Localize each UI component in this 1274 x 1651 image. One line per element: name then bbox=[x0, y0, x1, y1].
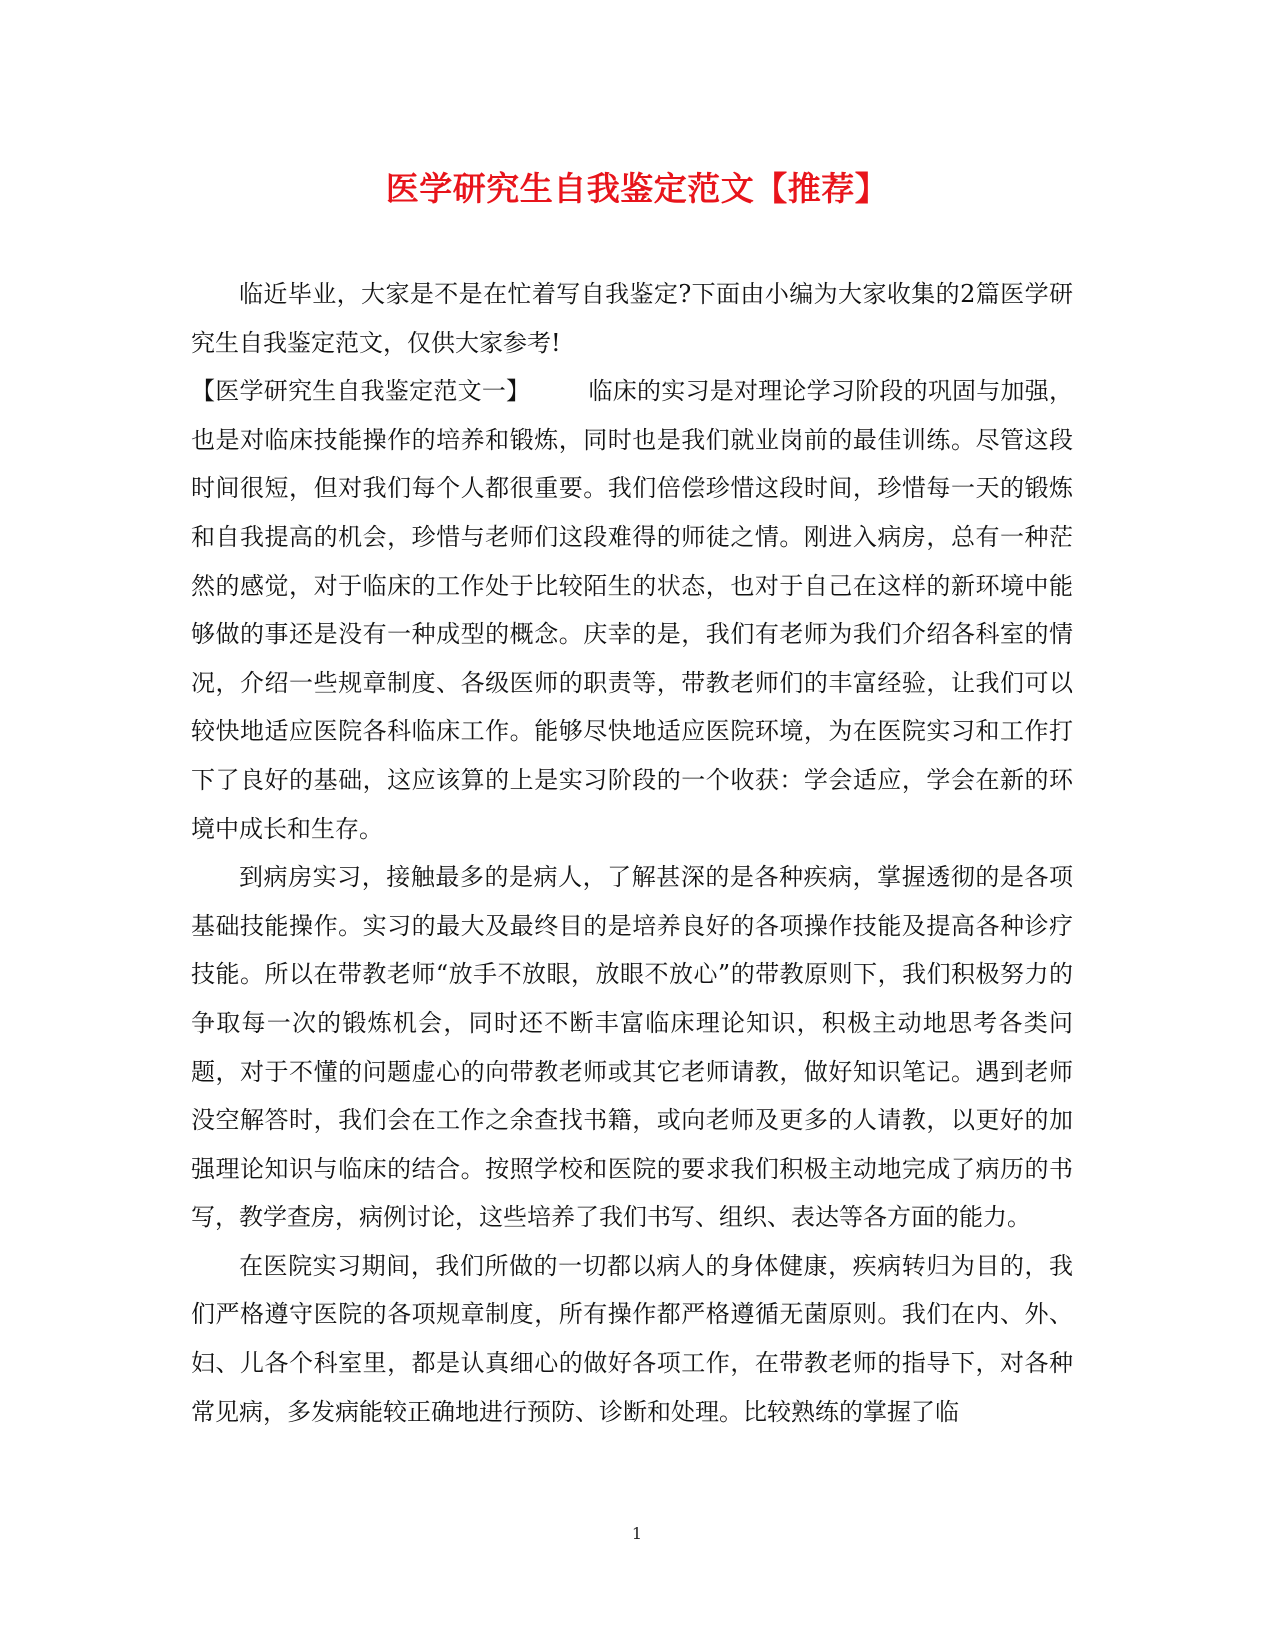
document-title: 医学研究生自我鉴定范文【推荐】 bbox=[385, 169, 889, 208]
paragraph-two: 到病房实习，接触最多的是病人，了解甚深的是各种疾病，掌握透彻的是各项基础技能操作。实习的最大及最终目的是培养良好的各项操作技能及提高各种诊疗技能。所以在带教老师“放手不放眼，放眼不放心”的带教原则下，我们积极努力的争取每一次的锻炼机会，同时还不断丰富临床理论知识，积极主动地思考各类问题，对于不懂的问题虚心的向带教老师或其它老师请教，做好知识笔记。遇到老师没空解答时，我们会在工作之余查找书籍，或向老师及更多的人请教，以更好的加强理论知识与临床的结合。按照学校和医院的要求我们积极主动地完成了病历的书写，教学查房，病例讨论，这些培养了我们书写、组织、表达等各方面的能力。 bbox=[191, 863, 1073, 1232]
paragraph-three: 在医院实习期间，我们所做的一切都以病人的身体健康，疾病转归为目的，我们严格遵守医院的各项规章制度，所有操作都严格遵循无菌原则。我们在内、外、妇、儿各个科室里，都是认真细心的做好各项工作，在带教老师的指导下，对各种常见病，多发病能较正确地进行预防、诊断和处理。比较熟练的掌握了临 bbox=[191, 1251, 1073, 1426]
section-one-text: 临床的实习是对理论学习阶段的巩固与加强，也是对临床技能操作的培养和锻炼，同时也是我们就业岗前的最佳训练。尽管这段时间很短，但对我们每个人都很重要。我们倍偿珍惜这段时间，珍惜每一天的锻炼和自我提高的机会，珍惜与老师们这段难得的师徒之情。刚进入病房，总有一种茫然的感觉，对于临床的工作处于比较陌生的状态，也对于自己在这样的新环境中能够做的事还是没有一种成型的概念。庆幸的是，我们有老师为我们介绍各科室的情况，介绍一些规章制度、各级医师的职责等，带教老师们的丰富经验，让我们可以较快地适应医院各科临床工作。能够尽快地适应医院环境，为在医院实习和工作打下了良好的基础，这应该算的上是实习阶段的一个收获：学会适应，学会在新的环境中成长和生存。 bbox=[191, 377, 1074, 843]
section-one-paragraph bbox=[191, 367, 1073, 853]
page-number: 1 bbox=[631, 1524, 643, 1543]
document-body bbox=[191, 270, 1073, 1436]
intro-paragraph: 临近毕业，大家是不是在忙着写自我鉴定?下面由小编为大家收集的2篇医学研究生自我鉴定范文，仅供大家参考! bbox=[191, 280, 1073, 357]
section-one-heading: 【医学研究生自我鉴定范文一】 bbox=[191, 377, 531, 406]
